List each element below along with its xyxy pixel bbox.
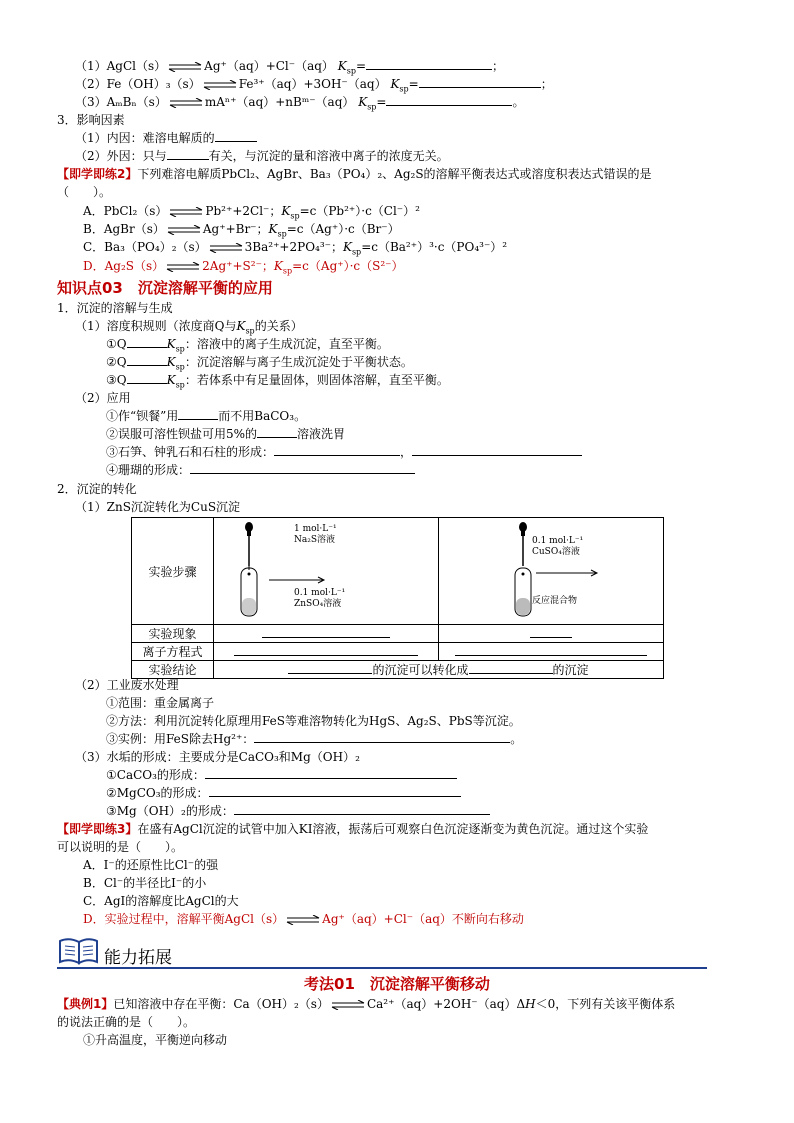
answer-blank[interactable]	[412, 444, 582, 456]
experiment-table	[131, 517, 664, 679]
scale-title: （3）水垢的形成：主要成分是CaCO₃和Mg（OH）₂	[75, 750, 360, 764]
rule-post: ：沉淀溶解与离子生成沉淀处于平衡状态。	[184, 355, 413, 369]
option-k: K	[281, 204, 291, 218]
option-k: K	[342, 240, 352, 254]
left-reagent-top-name: Na₂S溶液	[294, 535, 336, 545]
ksp-end: ；	[492, 59, 505, 73]
left-reagent-bottom-name: ZnSO₄溶液	[294, 599, 342, 609]
answer-blank[interactable]	[366, 58, 492, 70]
option-sub: sp	[351, 247, 362, 257]
practice3-option-a[interactable]: A．I⁻的还原性比Cl⁻的强	[83, 858, 219, 872]
factors-title: 3．影响因素	[57, 113, 125, 127]
table-header-phenomenon: 实验现象	[132, 625, 214, 643]
ksp-sub: sp	[399, 84, 409, 94]
ksp-end: 。	[512, 95, 525, 109]
practice3-option-b[interactable]: B．Cl⁻的半径比I⁻的小	[83, 876, 207, 890]
kp3-app-4	[106, 462, 415, 479]
option-k: K	[268, 222, 278, 236]
app1-a: ①作“钡餐”用	[106, 409, 179, 423]
answer-blank[interactable]	[127, 372, 167, 384]
answer-blank[interactable]	[127, 354, 167, 366]
example1-text-a: 已知溶液中存在平衡：Ca（OH）₂（s）	[113, 997, 329, 1011]
answer-blank[interactable]	[234, 803, 490, 815]
equilibrium-arrow-icon	[165, 262, 201, 272]
answer-blank[interactable]	[205, 767, 457, 779]
industry-title: （2）工业废水处理	[75, 678, 179, 692]
kp3-rule-a: （1）溶度积规则（浓度商Q与	[75, 319, 237, 333]
rule-pre: ①Q	[106, 337, 127, 351]
phenomenon-left	[214, 625, 439, 643]
factors-outer-text-b: 有关，与沉淀的量和溶液中离子的浓度无关。	[208, 149, 449, 163]
option-tail: =c（Pb²⁺）·c（Cl⁻）²	[299, 204, 420, 218]
example1-tag: 【典例1】	[57, 997, 114, 1011]
scale-b	[106, 785, 461, 802]
ksp-lhs: （1）AgCl（s）	[75, 59, 167, 73]
ksp-eq: =	[408, 77, 419, 91]
rule-pre: ③Q	[106, 373, 127, 387]
practice3-question2: 可以说明的是（ ）。	[57, 840, 184, 854]
ksp-symbol: K	[390, 77, 400, 91]
answer-blank[interactable]	[234, 644, 418, 656]
kp3-app-3	[106, 444, 582, 461]
app4-text: ④珊瑚的形成：	[106, 463, 191, 477]
example1-item1: ①升高温度，平衡逆向移动	[83, 1033, 228, 1047]
ksp-item-3	[75, 94, 525, 115]
kp3-zns: （1）ZnS沉淀转化为CuS沉淀	[75, 500, 241, 514]
factors-inner-text: （1）内因：难溶电解质的	[75, 131, 215, 145]
kp3-rule: （1）溶度积规则（浓度商Q与$K_{sp}$的关系）	[75, 319, 303, 336]
option-k: K	[273, 259, 283, 273]
ksp-rhs: Ag⁺（aq）+Cl⁻（aq）	[204, 59, 334, 73]
app2-a: ②误服可溶性钡盐可用5%的	[106, 427, 258, 441]
equilibrium-arrow-icon	[167, 62, 203, 72]
industry-example-end: 。	[510, 732, 523, 746]
kp3-app-1	[106, 408, 306, 425]
section-title-kp3: 知识点03 沉淀溶解平衡的应用	[57, 279, 273, 297]
option-rhs: Ag⁺+Br⁻；	[202, 222, 269, 236]
option-d-b: Ag⁺（aq）+Cl⁻（aq）不断向右移动	[322, 912, 524, 926]
kp3-rule-item-2: ②Q $K_{sp}$：沉淀溶解与离子生成沉淀处于平衡状态。	[106, 355, 413, 372]
equilibrium-arrow-icon	[285, 915, 321, 925]
ksp-eq: =	[355, 59, 367, 73]
equation-right	[439, 643, 664, 661]
right-reagent-bottom: 反应混合物	[532, 596, 578, 606]
ksp-lhs: （2）Fe（OH）₃（s）	[75, 77, 201, 91]
answer-blank[interactable]	[209, 785, 461, 797]
equilibrium-arrow-icon	[330, 1000, 366, 1010]
equilibrium-arrow-icon	[168, 98, 204, 108]
table-header-conclusion: 实验结论	[132, 661, 214, 679]
option-lhs: C．Ba₃（PO₄）₂（s）	[83, 240, 207, 254]
left-reagent-bottom	[294, 588, 345, 610]
option-lhs: A．PbCl₂（s）	[83, 204, 168, 218]
practice2-question	[57, 166, 652, 183]
ability-title: 能力拓展	[104, 948, 172, 968]
open-book-icon	[57, 935, 101, 967]
kp3-rule-item-3: ③Q $K_{sp}$：若体系中有足量固体，则固体溶解，直至平衡。	[106, 373, 449, 390]
practice3-option-d[interactable]	[83, 911, 524, 928]
kp3-app: （2）应用	[75, 391, 131, 405]
conclusion-mid: 的沉淀可以转化成	[372, 663, 469, 677]
option-rhs: Pb²⁺+2Cl⁻；	[205, 204, 282, 218]
practice2-tag: 【即学即练2】	[57, 167, 138, 181]
practice2-text: 下列难溶电解质PbCl₂、AgBr、Ba₃（PO₄）₂、Ag₂S的溶解平衡表达式或溶度积表达式错误的是	[137, 167, 652, 181]
practice3-question	[57, 821, 648, 838]
kp3-rule-item-1: ①Q $K_{sp}$：溶液中的离子生成沉淀，直至平衡。	[106, 337, 389, 354]
app2-b: 溶液洗胃	[297, 427, 346, 441]
right-reagent-top-name: CuSO₄溶液	[532, 547, 580, 557]
table-header-equation: 离子方程式	[132, 643, 214, 661]
answer-blank[interactable]	[254, 731, 510, 743]
industry-scope: ①范围：重金属离子	[106, 696, 215, 710]
example1-line2: 的说法正确的是（ ）。	[57, 1015, 196, 1029]
factors-outer-text-a: （2）外因：只与	[75, 149, 167, 163]
left-reagent-top-conc: 1 mol·L⁻¹	[294, 524, 337, 534]
conclusion-end: 的沉淀	[552, 663, 589, 677]
scale-b-text: ②MgCO₃的形成：	[106, 786, 209, 800]
equilibrium-arrow-icon	[168, 207, 204, 217]
ksp-sub: sp	[346, 66, 356, 76]
scale-a	[106, 767, 457, 784]
kp3-s2: 2．沉淀的转化	[57, 482, 137, 496]
option-lhs: B．AgBr（s）	[83, 222, 165, 236]
answer-blank[interactable]	[469, 662, 553, 674]
equilibrium-arrow-icon	[208, 243, 244, 253]
industry-example	[106, 731, 522, 748]
answer-blank[interactable]	[215, 130, 257, 142]
answer-blank[interactable]	[274, 444, 400, 456]
practice2-option-d[interactable]	[83, 258, 403, 279]
ksp-end: ；	[540, 77, 553, 91]
kp3-s1: 1．沉淀的溶解与生成	[57, 301, 173, 315]
left-reagent-bottom-conc: 0.1 mol·L⁻¹	[294, 588, 346, 598]
option-d-a: D．实验过程中，溶解平衡AgCl（s）	[83, 912, 285, 926]
option-rhs: 2Ag⁺+S²⁻；	[202, 259, 274, 273]
ksp-sub: sp	[367, 102, 377, 112]
practice3-tag: 【即学即练3】	[57, 822, 138, 836]
ksp-symbol: K	[358, 95, 368, 109]
conclusion-cell	[214, 661, 664, 679]
option-sub: sp	[277, 229, 287, 239]
answer-blank[interactable]	[288, 662, 372, 674]
kp3-app-2	[106, 426, 345, 443]
practice3-text: 在盛有AgCl沉淀的试管中加入KI溶液，振荡后可观察白色沉淀逐渐变为黄色沉淀。通过这个实验	[137, 822, 649, 836]
answer-blank[interactable]	[167, 148, 209, 160]
option-rhs: 3Ba²⁺+2PO₄³⁻；	[244, 240, 343, 254]
factors-inner	[75, 130, 257, 147]
example1-text-b: Ca²⁺（aq）+2OH⁻（aq）Δ	[366, 997, 526, 1011]
example1-h: H	[525, 997, 536, 1011]
experiment-left-figure	[214, 518, 439, 625]
industry-example-text: ③实例：用FeS除去Hg²⁺：	[106, 732, 255, 746]
answer-blank[interactable]	[262, 626, 390, 638]
app3-sep: ，	[400, 445, 413, 459]
equilibrium-arrow-icon	[166, 225, 202, 235]
answer-blank[interactable]	[178, 408, 218, 420]
practice3-option-c[interactable]: C．AgI的溶解度比AgCl的大	[83, 894, 239, 908]
option-tail: =c（Ba²⁺）³·c（PO₄³⁻）²	[361, 240, 508, 254]
rule-post: ：若体系中有足量固体，则固体溶解，直至平衡。	[184, 373, 449, 387]
right-reagent-top	[532, 536, 583, 558]
answer-blank[interactable]	[530, 626, 572, 638]
ksp-eq: =	[376, 95, 387, 109]
answer-blank[interactable]	[455, 644, 647, 656]
ksp-lhs: （3）AₘBₙ（s）	[75, 95, 167, 109]
table-header-steps: 实验步骤	[132, 518, 214, 625]
equilibrium-arrow-icon	[202, 80, 238, 90]
app1-b: 而不用BaCO₃。	[218, 409, 307, 423]
experiment-right-figure	[439, 518, 664, 625]
example1-text	[57, 996, 675, 1013]
kp3-rule-b: 的关系）	[254, 319, 303, 333]
scale-c	[106, 803, 490, 820]
ksp-rhs: mAⁿ⁺（aq）+nBᵐ⁻（aq）	[204, 95, 355, 109]
section-divider	[57, 967, 707, 969]
answer-blank[interactable]	[257, 426, 297, 438]
answer-blank[interactable]	[190, 462, 415, 474]
option-lhs: D．Ag₂S（s）	[83, 259, 165, 273]
option-tail: =c（Ag⁺）·c（Br⁻）	[286, 222, 400, 236]
factors-outer	[75, 148, 449, 165]
ksp-rhs: Fe³⁺（aq）+3OH⁻（aq）	[238, 77, 387, 91]
example1-text-c: ＜0，下列有关该平衡体系	[535, 997, 676, 1011]
ksp-symbol: K	[337, 59, 347, 73]
industry-method: ②方法：利用沉淀转化原理用FeS等难溶物转化为HgS、Ag₂S、PbS等沉淀。	[106, 714, 521, 728]
option-tail: =c（Ag⁺）·c（S²⁻）	[292, 259, 404, 273]
practice2-paren: （ ）。	[57, 185, 112, 199]
answer-blank[interactable]	[419, 76, 541, 88]
answer-blank[interactable]	[127, 336, 167, 348]
left-reagent-top	[294, 524, 337, 546]
kaofa-title: 考法01 沉淀溶解平衡移动	[304, 975, 490, 993]
app3-text: ③石笋、钟乳石和石柱的形成：	[106, 445, 275, 459]
option-sub: sp	[282, 266, 293, 276]
option-sub: sp	[290, 211, 300, 221]
rule-pre: ②Q	[106, 355, 127, 369]
answer-blank[interactable]	[386, 94, 512, 106]
scale-a-text: ①CaCO₃的形成：	[106, 768, 205, 782]
scale-c-text: ③Mg（OH）₂的形成：	[106, 804, 234, 818]
rule-post: ：溶液中的离子生成沉淀，直至平衡。	[184, 337, 389, 351]
phenomenon-right	[439, 625, 664, 643]
right-reagent-top-conc: 0.1 mol·L⁻¹	[532, 536, 584, 546]
equation-left	[214, 643, 439, 661]
